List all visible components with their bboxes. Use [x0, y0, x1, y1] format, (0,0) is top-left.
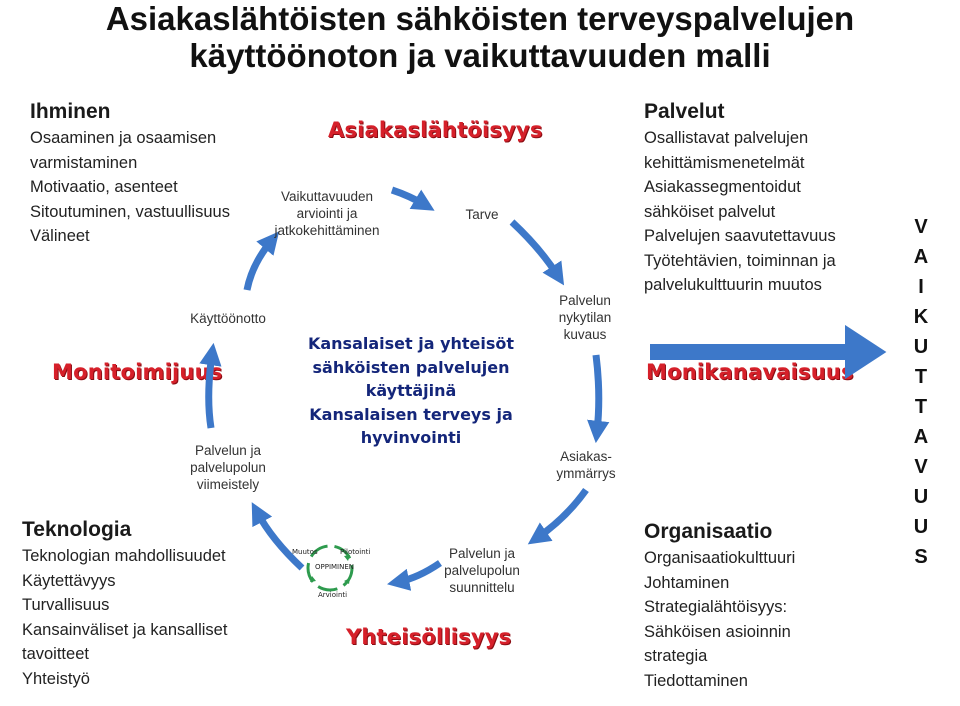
- center-line: Kansalaiset ja yhteisöt: [307, 334, 515, 353]
- center-line: Kansalaisen terveys ja: [309, 404, 513, 424]
- learning-evaluation-label: Arviointi: [318, 591, 348, 599]
- label-evaluation: [268, 188, 386, 239]
- label-line: Palvelun ja: [194, 443, 262, 458]
- impact-letter: T: [914, 396, 928, 418]
- arrow-to-need: [392, 190, 425, 205]
- theme-community: Yhteisöllisyys: [346, 625, 512, 649]
- services-item: Palvelujen saavutettavuus: [644, 227, 836, 245]
- learning-pilot-label: Pilotointi: [340, 548, 371, 556]
- organisation-item: Johtaminen: [644, 573, 730, 592]
- human-heading: Ihminen: [30, 100, 111, 123]
- label-line: Vaikuttavuuden: [280, 189, 374, 204]
- services-item: Työtehtävien, toiminnan ja: [644, 251, 836, 270]
- technology-item: Yhteistyö: [22, 669, 90, 688]
- label-line: ymmärrys: [556, 466, 616, 481]
- technology-item: Teknologian mahdollisuudet: [22, 547, 226, 565]
- organisation-item: Sähköisen asioinnin: [644, 622, 791, 641]
- services-item: Asiakassegmentoidut: [644, 178, 801, 196]
- technology-item: tavoitteet: [22, 645, 89, 663]
- impact-letter: V: [914, 216, 928, 238]
- arrow-to-design: [537, 490, 586, 538]
- impact-letter: A: [913, 426, 929, 448]
- theme-customer-orientation: Asiakaslähtöisyys: [328, 118, 543, 142]
- label-finishing: [176, 442, 280, 493]
- organisation-item: strategia: [644, 647, 708, 665]
- learning-center-label: OPPIMINEN: [315, 563, 355, 571]
- organisation-item: Strategialähtöisyys:: [644, 598, 788, 616]
- impact-letter: K: [913, 306, 929, 328]
- label-line: Palvelun ja: [448, 546, 516, 561]
- impact-letter: U: [913, 486, 929, 508]
- label-line: palvelupolun: [190, 460, 266, 475]
- label-line: Tarve: [465, 207, 499, 222]
- human-item: Välineet: [30, 227, 90, 245]
- impact-letter: U: [913, 516, 929, 538]
- technology-item: Turvallisuus: [22, 596, 110, 614]
- label-line: suunnittelu: [449, 580, 515, 595]
- theme-multi-actor: Monitoimijuus: [52, 360, 223, 384]
- center-line: käyttäjinä: [365, 381, 457, 400]
- impact-letter: A: [913, 246, 929, 268]
- human-item: Sitoutuminen, vastuullisuus: [30, 202, 230, 221]
- label-line: Käyttöönotto: [190, 311, 266, 326]
- services-heading: Palvelut: [644, 100, 725, 123]
- label-line: Asiakas-: [560, 449, 612, 464]
- center-statement: [296, 332, 526, 450]
- impact-letter: I: [918, 276, 924, 298]
- label-line: viimeistely: [196, 477, 260, 492]
- organisation-heading: Organisaatio: [644, 520, 773, 543]
- technology-item: Kansainväliset ja kansalliset: [22, 620, 228, 639]
- page-title-line2: käyttöönoton ja vaikuttavuuden malli: [189, 37, 771, 74]
- organisation-item: Organisaatiokulttuuri: [644, 549, 796, 567]
- human-item: Motivaatio, asenteet: [30, 178, 178, 196]
- arrow-to-deployment: [209, 354, 212, 428]
- arrow-to-finishing: [257, 512, 302, 568]
- label-line: nykytilan: [558, 310, 612, 325]
- theme-multi-channel: Monikanavaisuus: [646, 360, 854, 384]
- technology-heading: Teknologia: [22, 518, 132, 541]
- impact-word: [906, 212, 936, 572]
- technology-item: Käytettävyys: [22, 571, 116, 590]
- arrow-to-current-state: [512, 222, 558, 276]
- label-line: kuvaus: [563, 327, 607, 342]
- human-item: varmistaminen: [30, 153, 138, 172]
- center-line: sähköisten palvelujen: [312, 357, 510, 377]
- label-line: arviointi ja: [296, 206, 358, 221]
- center-line: hyvinvointi: [360, 428, 462, 447]
- label-need: [452, 206, 512, 223]
- label-design: [430, 545, 534, 596]
- label-customer-insight: [546, 448, 626, 482]
- impact-letter: S: [914, 546, 928, 568]
- services-item: sähköiset palvelut: [644, 202, 776, 221]
- services-item: palvelukulttuurin muutos: [644, 276, 822, 294]
- label-line: palvelupolun: [444, 563, 520, 578]
- label-line: Palvelun: [559, 293, 611, 308]
- impact-letter: U: [913, 336, 929, 358]
- arrow-to-evaluation: [247, 240, 272, 290]
- label-line: jatkokehittäminen: [274, 223, 380, 238]
- learning-change-label: Muutos: [292, 548, 318, 556]
- label-current-state: [548, 292, 622, 343]
- arrow-to-customer-insight: [596, 355, 599, 432]
- label-deployment: [176, 310, 280, 327]
- impact-letter: V: [914, 456, 928, 478]
- services-item: Osallistavat palvelujen: [644, 129, 809, 147]
- impact-letter: T: [914, 366, 928, 388]
- page-title-line1: Asiakaslähtöisten sähköisten terveyspalvelujen: [105, 0, 855, 37]
- human-item: Osaaminen ja osaamisen: [30, 129, 217, 147]
- services-item: kehittämismenetelmät: [644, 153, 805, 172]
- organisation-item: Tiedottaminen: [644, 671, 748, 690]
